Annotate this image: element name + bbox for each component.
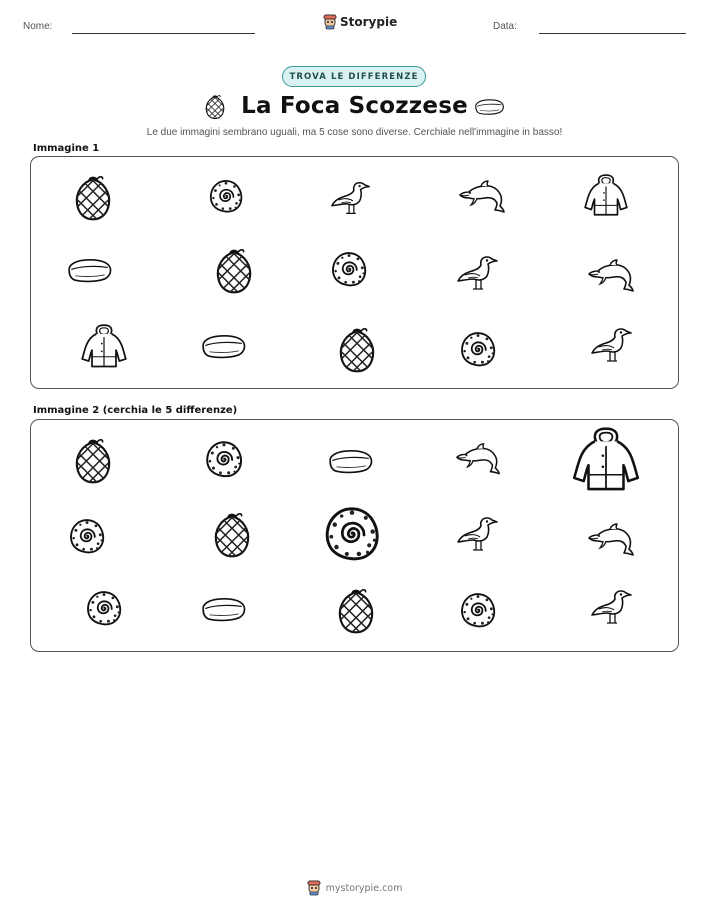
brand-logo	[323, 14, 397, 30]
seagull-icon	[588, 323, 636, 367]
shell-icon	[458, 330, 498, 368]
raincoat-icon	[583, 174, 629, 218]
name-label: Nome:	[23, 21, 53, 32]
instructions: Le due immagini sembrano uguali, ma 5 cose sono diverse. Cerchiale nell'immagine in basso!	[146, 127, 563, 138]
activity-badge: TROVA LE DIFFERENZE	[282, 66, 426, 87]
net-icon[interactable]	[212, 511, 252, 559]
seagull-icon	[454, 251, 502, 295]
rock-icon	[65, 256, 113, 285]
storypie-mascot-icon	[307, 880, 321, 896]
shell-icon[interactable]	[84, 589, 124, 627]
footer	[0, 880, 709, 896]
panel-2-label: Immagine 2 (cerchia le 5 differenze)	[33, 405, 238, 416]
dolphin-icon	[457, 177, 507, 215]
rock-icon[interactable]	[326, 447, 374, 476]
brand-name: Storypie	[340, 15, 398, 29]
panel-1-label: Immagine 1	[33, 143, 100, 154]
rock-icon	[473, 97, 505, 117]
name-field[interactable]	[72, 33, 255, 34]
shell-icon[interactable]	[203, 439, 245, 479]
raincoat-icon	[80, 324, 128, 370]
shell-icon	[207, 178, 245, 214]
shell-icon[interactable]	[458, 591, 498, 629]
raincoat-icon[interactable]	[571, 427, 641, 494]
shell-icon	[329, 250, 369, 288]
dolphin-icon	[586, 256, 636, 294]
net-icon	[73, 174, 113, 222]
seagull-icon	[328, 177, 374, 219]
date-label: Data:	[493, 21, 517, 32]
date-field[interactable]	[539, 33, 686, 34]
storypie-mascot-icon	[323, 14, 337, 30]
seagull-icon[interactable]	[454, 512, 502, 556]
net-icon[interactable]	[73, 437, 113, 485]
footer-url[interactable]: mystorypie.com	[325, 882, 403, 894]
rock-icon[interactable]	[199, 595, 247, 624]
net-icon[interactable]	[336, 587, 376, 635]
net-icon	[214, 247, 254, 295]
seagull-icon[interactable]	[588, 585, 636, 629]
page-title: La Foca Scozzese	[241, 93, 468, 119]
shell-icon[interactable]	[67, 517, 107, 555]
rock-icon	[199, 332, 247, 361]
dolphin-icon[interactable]	[454, 440, 502, 476]
dolphin-icon[interactable]	[586, 520, 636, 558]
net-icon	[337, 326, 377, 374]
shell-icon[interactable]	[321, 504, 383, 563]
